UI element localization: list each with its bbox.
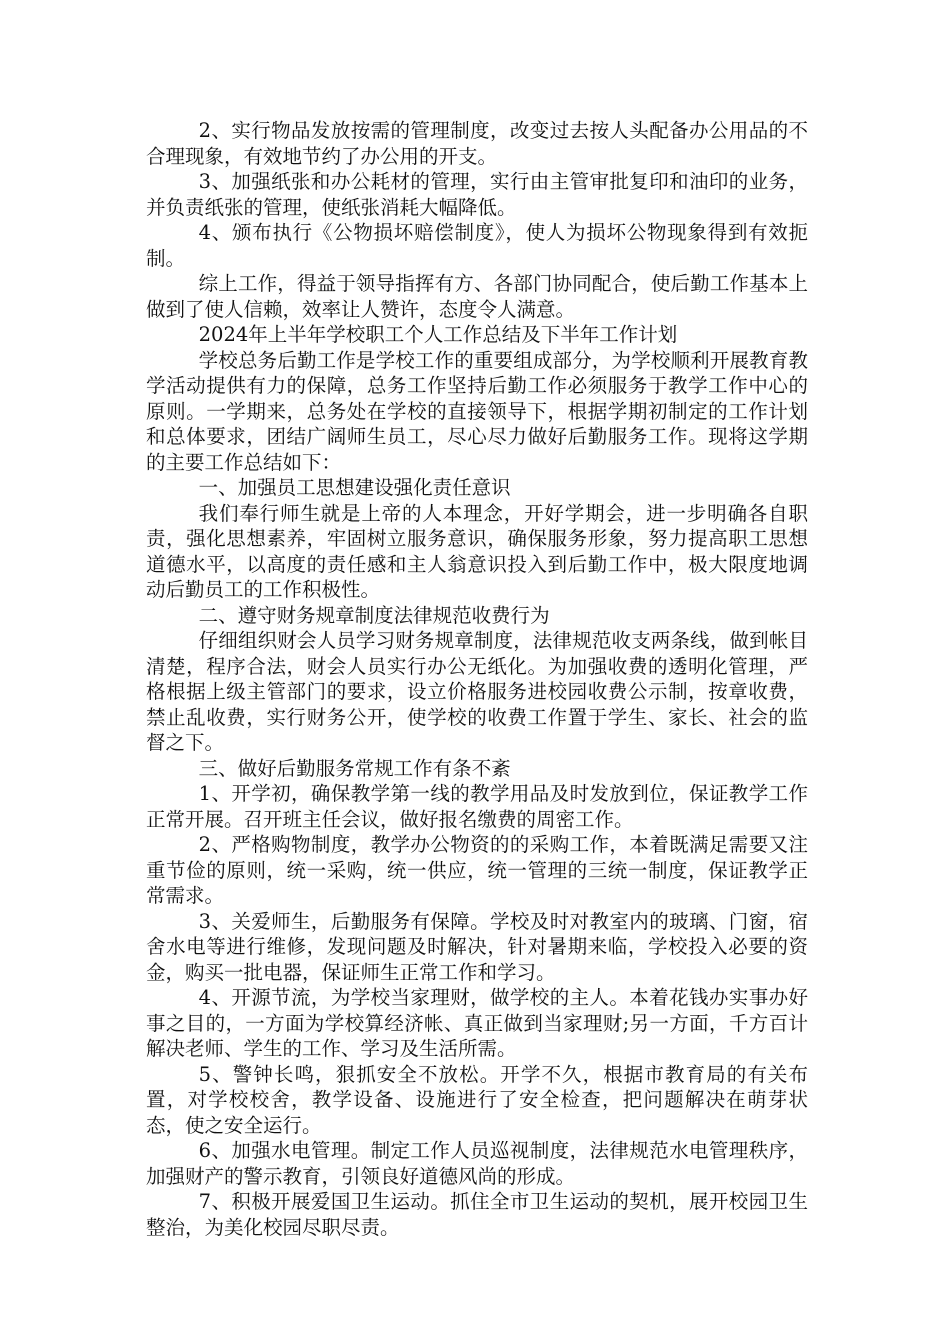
paragraph-item-4: 4、颁布执行《公物损坏赔偿制度》，使人为损坏公物现象得到有效扼制。 bbox=[146, 221, 808, 270]
section-heading-1: 一、加强员工思想建设强化责任意识 bbox=[198, 476, 511, 499]
list-item-4: 4、开源节流，为学校当家理财，做学校的主人。本着花钱办实事办好事之目的，一方面为学校算经济帐、真正做到当家理财;另一方面，千方百计解决老师、学生的工作、学习及生活所需。 bbox=[146, 986, 808, 1060]
document-title: 2024年上半年学校职工个人工作总结及下半年工作计划 bbox=[198, 323, 678, 346]
list-item-6: 6、加强水电管理。制定工作人员巡视制度，法律规范水电管理秩序，加强财产的警示教育，引领良好道德风尚的形成。 bbox=[146, 1139, 808, 1188]
paragraph-intro: 学校总务后勤工作是学校工作的重要组成部分，为学校顺利开展教育教学活动提供有力的保障，总务工作坚持后勤工作必须服务于教学工作中心的原则。一学期来，总务处在学校的直接领导下，根据学期初制定的工作计划和总体要求，团结广阔师生员工，尽心尽力做好后勤服务工作。现将这学期的主要工作总结如下： bbox=[146, 348, 808, 474]
section-heading-3: 三、做好后勤服务常规工作有条不紊 bbox=[198, 756, 511, 780]
document-page bbox=[146, 118, 808, 1240]
list-item-1: 1、开学初，确保教学第一线的教学用品及时发放到位，保证教学工作正常开展。召开班主任会议，做好报名缴费的周密工作。 bbox=[146, 782, 808, 831]
list-item-2: 2、严格购物制度，教学办公物资的的采购工作，本着既满足需要又注重节俭的原则，统一采购，统一供应，统一管理的三统一制度，保证教学正常需求。 bbox=[146, 833, 808, 907]
paragraph-section-2: 仔细组织财会人员学习财务规章制度，法律规范收支两条线，做到帐目清楚，程序合法，财会人员实行办公无纸化。为加强收费的透明化管理，严格根据上级主管部门的要求，设立价格服务进校园收费公示制，按章收费，禁止乱收费，实行财务公开，使学校的收费工作置于学生、家长、社会的监督之下。 bbox=[146, 629, 808, 754]
section-heading-2: 二、遵守财务规章制度法律规范收费行为 bbox=[198, 603, 550, 627]
list-item-5: 5、警钟长鸣，狠抓安全不放松。开学不久，根据市教育局的有关布置，对学校校舍，教学设备、设施进行了安全检查，把问题解决在萌芽状态，使之安全运行。 bbox=[146, 1062, 808, 1137]
paragraph-item-3: 3、加强纸张和办公耗材的管理，实行由主管审批复印和油印的业务，并负责纸张的管理，使纸张消耗大幅降低。 bbox=[146, 170, 808, 219]
list-item-3: 3、关爱师生，后勤服务有保障。学校及时对教室内的玻璃、门窗，宿舍水电等进行维修，发现问题及时解决，针对暑期来临，学校投入必要的资金，购买一批电器，保证师生正常工作和学习。 bbox=[146, 909, 808, 984]
paragraph-section-1: 我们奉行师生就是上帝的人本理念，开好学期会，进一步明确各自职责，强化思想素养，牢固树立服务意识，确保服务形象，努力提高职工思想道德水平，以高度的责任感和主人翁意识投入到后勤工作中，极大限度地调动后勤员工的工作积极性。 bbox=[146, 501, 808, 601]
list-item-7: 7、积极开展爱国卫生运动。抓住全市卫生运动的契机，展开校园卫生整治，为美化校园尽职尽责。 bbox=[146, 1190, 808, 1239]
paragraph-summary: 综上工作，得益于领导指挥有方、各部门协同配合，使后勤工作基本上做到了使人信赖，效率让人赞许，态度令人满意。 bbox=[146, 272, 808, 321]
paragraph-item-2: 2、实行物品发放按需的管理制度，改变过去按人头配备办公用品的不合理现象，有效地节约了办公用的开支。 bbox=[146, 119, 808, 168]
